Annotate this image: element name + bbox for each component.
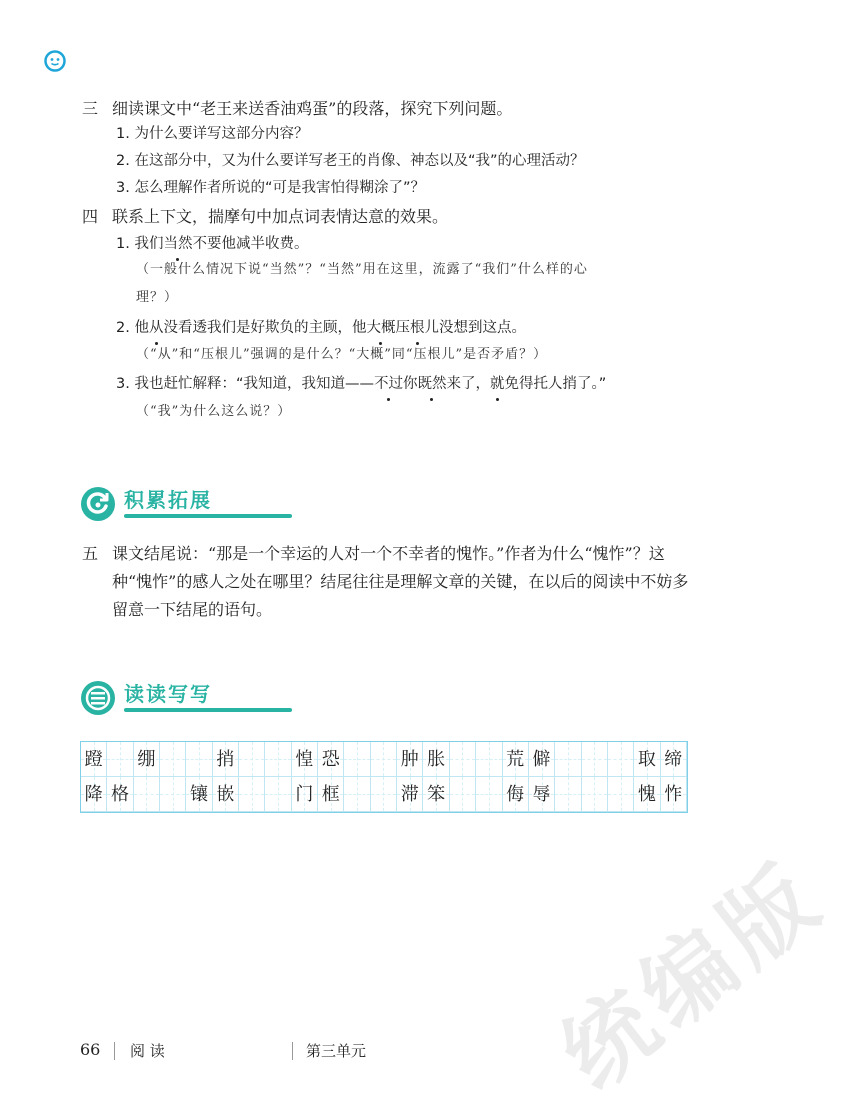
hint-text: 理？） — [136, 290, 179, 305]
grid-cell — [371, 742, 397, 777]
grid-character: 惶 — [295, 749, 314, 770]
grid-cell — [423, 777, 449, 812]
footer-divider — [114, 1042, 115, 1060]
sentence-text: 你 — [402, 376, 418, 392]
footer-unit: 第三单元 — [306, 1042, 367, 1060]
grid-cell — [371, 777, 397, 812]
hint-text: （“从”和“压根儿”强调的是什么？“大概”同“压根儿”是否矛盾？） — [136, 347, 548, 362]
grid-cell — [397, 742, 423, 777]
grid-character: 框 — [321, 784, 340, 805]
grid-cell — [661, 742, 687, 777]
grid-cell — [213, 742, 239, 777]
grid-cell — [160, 742, 186, 777]
grid-row — [81, 777, 687, 812]
section-title: 读读写写 — [124, 682, 212, 706]
grid-cell — [292, 742, 318, 777]
question-4 — [82, 204, 448, 230]
refresh-arrow-icon — [80, 486, 116, 522]
example-sentence-2 — [116, 316, 526, 340]
grid-character: 滞 — [400, 784, 419, 805]
grid-cell — [265, 777, 291, 812]
question-text: 联系上下文，揣摩句中加点词表情达意的效果。 — [112, 207, 449, 226]
dotted-word: 不过 — [374, 372, 403, 396]
sub-question: 1. 为什么要详写这部分内容？ — [116, 126, 309, 142]
grid-character: 取 — [637, 749, 656, 770]
watermark: 统编版 — [542, 841, 844, 1110]
sentence-text: 3. 我也赶忙解释：“我知道，我知道—— — [116, 376, 374, 392]
grid-cell — [608, 777, 634, 812]
example-sentence-1 — [116, 232, 308, 256]
grid-cell — [661, 777, 687, 812]
hint-text: （一般什么情况下说“当然”？“当然”用在这里，流露了“我们”什么样的心 — [136, 262, 588, 277]
question-text: 课文结尾说：“那是一个幸运的人对一个不幸者的愧怍。”作者为什么“愧怍”？这种“愧怍”的感人之处在哪里？结尾往往是理解文章的关键，在以后的阅读中不妨多留意一下结尾的语句。 — [112, 544, 689, 619]
question-3 — [82, 96, 512, 122]
grid-character: 辱 — [532, 784, 551, 805]
dotted-word: 压根儿 — [395, 316, 439, 340]
page-number: 66 — [80, 1040, 101, 1059]
smiley-face-icon — [44, 50, 66, 72]
grid-character: 门 — [295, 784, 314, 805]
section-title: 积累拓展 — [124, 488, 212, 512]
question-number: 四 — [82, 207, 99, 226]
grid-cell — [582, 777, 608, 812]
grid-cell — [450, 777, 476, 812]
grid-character: 笨 — [427, 784, 446, 805]
grid-cell — [529, 742, 555, 777]
grid-cell — [292, 777, 318, 812]
grid-character: 僻 — [532, 749, 551, 770]
dotted-word: 当然 — [163, 232, 192, 256]
grid-cell — [81, 777, 107, 812]
footer-section: 阅 读 — [130, 1042, 165, 1060]
grid-character: 绷 — [137, 749, 156, 770]
grid-cell — [529, 777, 555, 812]
question-number: 五 — [82, 544, 99, 563]
grid-character: 嵌 — [216, 784, 235, 805]
grid-character: 怍 — [664, 784, 683, 805]
grid-cell — [186, 742, 212, 777]
grid-character: 蹬 — [84, 749, 103, 770]
list-lines-icon — [80, 680, 116, 716]
grid-cell — [608, 742, 634, 777]
sentence-text: 1. 我们 — [116, 236, 164, 252]
grid-cell — [397, 777, 423, 812]
grid-cell — [318, 742, 344, 777]
grid-character: 荒 — [506, 749, 525, 770]
grid-character: 胀 — [427, 749, 446, 770]
grid-cell — [81, 742, 107, 777]
grid-cell — [503, 777, 529, 812]
grid-character: 缔 — [664, 749, 683, 770]
grid-cell — [634, 742, 660, 777]
grid-cell — [423, 742, 449, 777]
grid-cell — [107, 742, 133, 777]
section-underline — [124, 708, 292, 712]
grid-cell — [476, 742, 502, 777]
sentence-text: 没看透我们是好欺负的主顾，他 — [163, 320, 367, 336]
grid-cell — [265, 742, 291, 777]
grid-character: 恐 — [321, 749, 340, 770]
question-number: 三 — [82, 99, 99, 118]
sentence-text: 来了， — [446, 376, 490, 392]
grid-cell — [503, 742, 529, 777]
sentence-text: 免得托人捎了。” — [504, 376, 607, 392]
grid-character: 格 — [111, 784, 130, 805]
sentence-text: 没想到这点。 — [438, 320, 526, 336]
grid-cell — [555, 742, 581, 777]
example-sentence-3 — [116, 372, 606, 396]
sub-question: 3. 怎么理解作者所说的“可是我害怕得糊涂了”？ — [116, 180, 425, 196]
grid-character: 肿 — [400, 749, 419, 770]
grid-character: 捎 — [216, 749, 235, 770]
dotted-word: 既然 — [417, 372, 446, 396]
grid-cell — [634, 777, 660, 812]
question-5 — [82, 540, 702, 630]
grid-cell — [134, 742, 160, 777]
hint-text: （“我”为什么这么说？） — [136, 404, 292, 419]
character-practice-grid — [80, 741, 688, 813]
sentence-text: 不要他减半收费。 — [192, 236, 309, 252]
sub-question: 2. 在这部分中，又为什么要详写老王的肖像、神态以及“我”的心理活动？ — [116, 153, 585, 169]
grid-cell — [476, 777, 502, 812]
grid-cell — [239, 742, 265, 777]
grid-character: 降 — [84, 784, 103, 805]
dotted-word: 就 — [490, 372, 505, 396]
grid-cell — [582, 742, 608, 777]
grid-cell — [239, 777, 265, 812]
grid-character: 愧 — [637, 784, 656, 805]
grid-character: 镶 — [190, 784, 209, 805]
section-underline — [124, 514, 292, 518]
grid-cell — [134, 777, 160, 812]
grid-character: 侮 — [506, 784, 525, 805]
grid-cell — [555, 777, 581, 812]
grid-cell — [344, 777, 370, 812]
dotted-word: 大概 — [366, 316, 395, 340]
grid-cell — [344, 742, 370, 777]
dotted-word: 从 — [149, 316, 164, 340]
sentence-text: 2. 他 — [116, 320, 149, 336]
grid-row — [81, 742, 687, 777]
grid-cell — [450, 742, 476, 777]
grid-cell — [107, 777, 133, 812]
footer-divider — [292, 1042, 293, 1060]
grid-cell — [213, 777, 239, 812]
grid-cell — [318, 777, 344, 812]
grid-cell — [186, 777, 212, 812]
question-text: 细读课文中“老王来送香油鸡蛋”的段落，探究下列问题。 — [112, 99, 513, 118]
grid-cell — [160, 777, 186, 812]
